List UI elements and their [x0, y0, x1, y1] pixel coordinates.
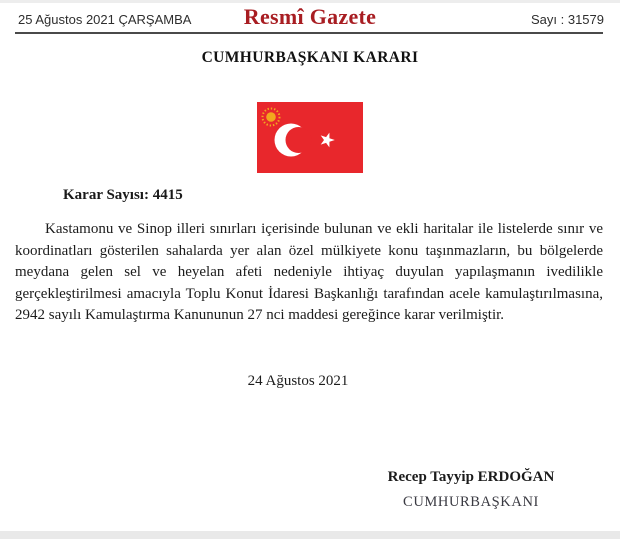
page-bottom-edge: [0, 531, 620, 539]
signatory-title: CUMHURBAŞKANI: [403, 494, 539, 510]
document-title: CUMHURBAŞKANI KARARI: [201, 49, 419, 66]
decision-date: 24 Ağustos 2021: [247, 373, 349, 389]
gazette-masthead: Resmî Gazete: [243, 4, 377, 29]
page-top-edge: [0, 0, 620, 3]
signature-block: [340, 469, 602, 511]
gazette-date: 25 Ağustos 2021 ÇARŞAMBA: [18, 12, 192, 27]
turkish-presidential-flag: [257, 102, 363, 173]
header-divider: [15, 32, 603, 34]
decision-number: Karar Sayısı: 4415: [63, 187, 183, 203]
crescent-cutout: [286, 127, 312, 153]
gazette-issue-number: Sayı : 31579: [531, 12, 604, 27]
signatory-name: Recep Tayyip ERDOĞAN: [387, 469, 555, 485]
sun-disc: [266, 112, 276, 122]
decision-body-paragraph: Kastamonu ve Sinop illeri sınırları içerisinde bulunan ve ekli haritalar ile listelerde sınır ve koordinatları gösterilen sahalarda yer alan özel mülkiyete konu taşınmazların, bu bölgelerde meydana gelen sel ve heyelan afeti nedeniyle ihtiyaç duyulan yapılaşmanın ivedilikle gerçekleştirilmesi amacıyla Toplu Konut İdaresi Başkanlığı tarafından acele kamulaştırılmasına, 2942 sayılı Kamulaştırma Kanununun 27 nci maddesi gereğince karar verilmiştir.: [15, 221, 603, 323]
flag-image: [257, 102, 363, 173]
